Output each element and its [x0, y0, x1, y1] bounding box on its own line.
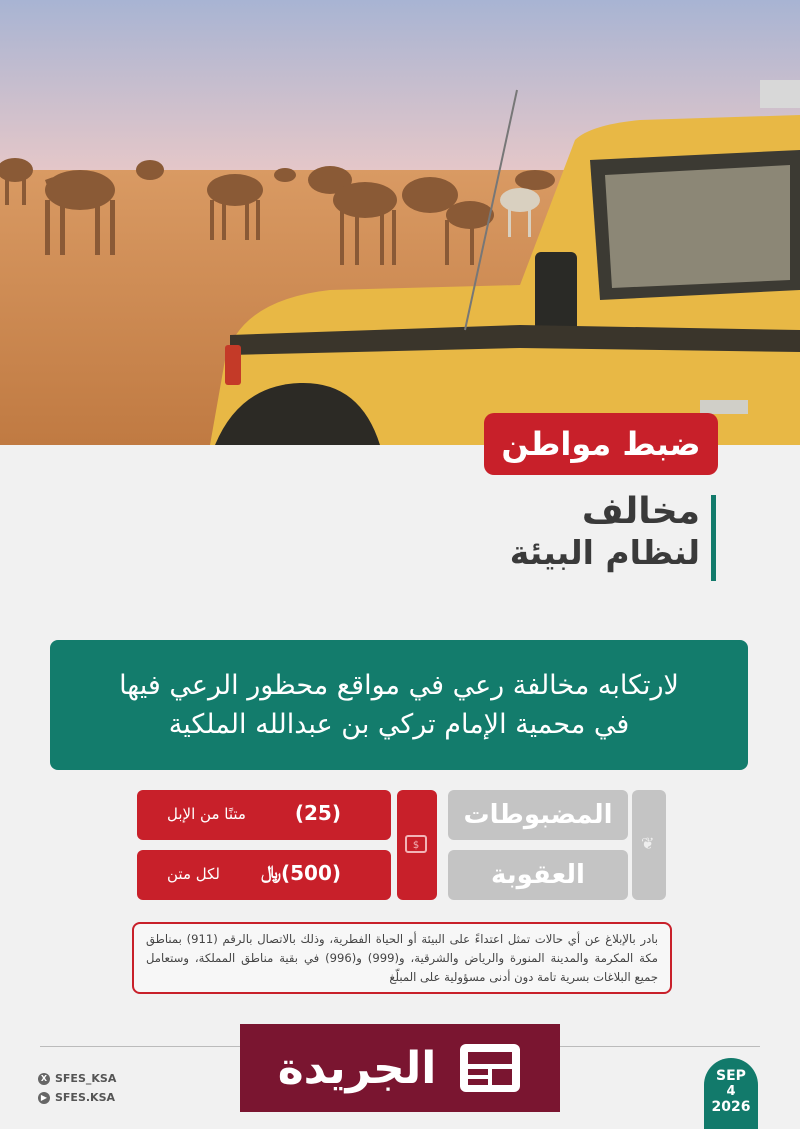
subheadline-line1: مخالف — [581, 491, 700, 532]
violation-reason-box — [50, 640, 748, 770]
reason-line2: في محمية الإمام تركي بن عبدالله الملكية — [168, 709, 630, 740]
header-photo — [0, 0, 800, 445]
social-youtube[interactable] — [38, 1091, 115, 1104]
leaf-icon: ❦ — [641, 834, 655, 853]
report-notice: بادر بالإبلاغ عن أي حالات تمثل اعتداءً على البيئة أو الحياة الفطرية، وذلك بالاتصال بالرقم (911) بمناطق مكة المكرمة والمدينة المنورة والرياض والشرقية، و(999) و(996) في بقية مناطق المملكة، وستعامل جميع البلاغات بسرية تامة دون أدنى مسؤولية على المبلّغ — [132, 922, 672, 994]
reason-line1: لارتكابه مخالفة رعي في مواقع محظور الرعي فيها — [119, 669, 679, 701]
youtube-icon: ▶ — [38, 1092, 50, 1104]
date-day: 4 — [726, 1084, 736, 1099]
penalty-value-box — [137, 850, 391, 900]
penalty-value: (500) — [280, 861, 341, 885]
date-year: 2026 — [711, 1099, 751, 1115]
date-badge — [704, 1058, 758, 1129]
seized-label: المضبوطات — [448, 790, 628, 840]
social-x[interactable] — [38, 1072, 116, 1085]
penalty-unit: لكل متن — [167, 865, 220, 883]
watermark-text: الجريدة — [277, 1042, 437, 1094]
watermark-banner — [240, 1024, 560, 1112]
seized-value-box — [137, 790, 391, 840]
newspaper-icon — [458, 1042, 522, 1094]
riyal-icon: ﷼ — [261, 862, 281, 883]
subheadline — [470, 487, 716, 582]
headline-badge: ضبط مواطن — [484, 413, 718, 475]
date-month: SEP — [716, 1068, 746, 1084]
penalty-label: العقوبة — [448, 850, 628, 900]
seized-unit: متنًا من الإبل — [167, 805, 246, 823]
seized-value: (25) — [294, 801, 341, 825]
accent-bar — [711, 495, 716, 581]
details-middle-strip — [397, 790, 437, 900]
x-logo-icon: X — [38, 1073, 50, 1085]
youtube-handle: SFES.KSA — [55, 1091, 116, 1104]
subheadline-line2: لنظام البيئة — [509, 533, 700, 572]
money-icon: $ — [405, 835, 427, 853]
x-handle: SFES_KSA — [55, 1072, 117, 1085]
details-side-strip — [632, 790, 666, 900]
